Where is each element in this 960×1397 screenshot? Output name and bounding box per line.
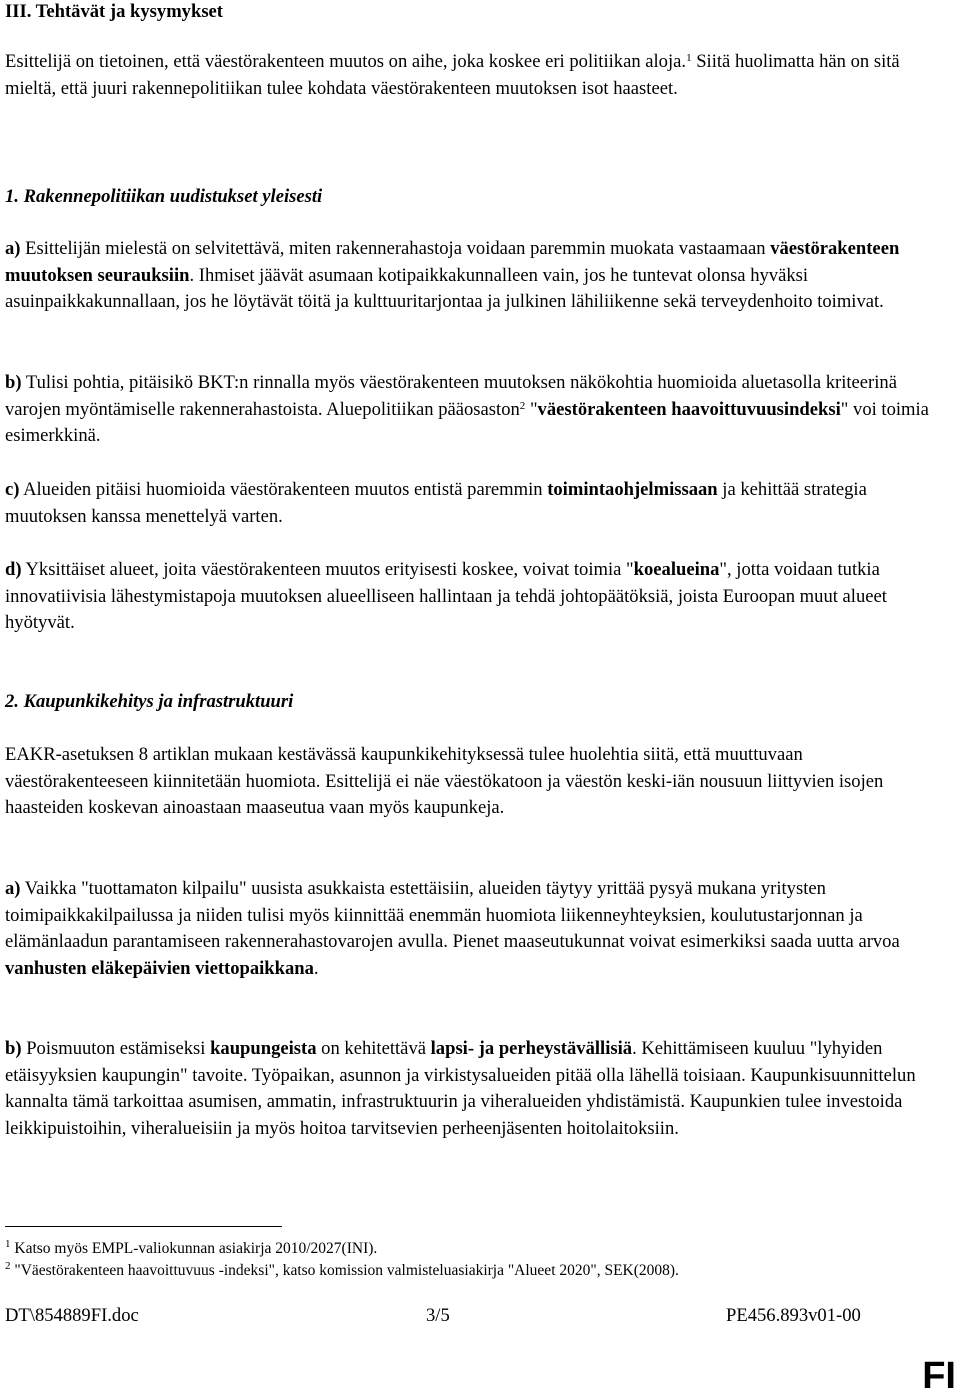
item-label: a) — [5, 878, 21, 899]
intro-paragraph — [5, 49, 940, 102]
item-text: on kehitettävä — [316, 1038, 431, 1059]
s1-item-d — [5, 557, 940, 637]
item-bold-text: toimintaohjelmissaan — [547, 479, 718, 500]
item-bold-text: väestörakenteen haavoittuvuusindeksi — [537, 398, 841, 420]
item-bold-text: koealueina — [633, 559, 720, 580]
s1-item-b — [5, 370, 940, 450]
item-text: Poismuuton estämiseksi — [21, 1038, 211, 1059]
language-code: FI — [922, 1355, 956, 1397]
item-label: d) — [5, 559, 22, 580]
section-heading: III. Tehtävät ja kysymykset — [5, 1, 223, 22]
item-text: Esittelijän mielestä on selvitettävä, miten rakennerahastoja voidaan paremmin muokata vastaamaan — [20, 238, 771, 259]
item-text: ja kehittää strategia muutoksen kanssa menettelyä varten. — [5, 479, 867, 527]
item-text: Alueiden pitäisi huomioida väestörakenteen muutos entistä paremmin — [19, 479, 548, 500]
footnote-number: 2 — [5, 1259, 11, 1272]
item-text: Tulisi pohtia, pitäisikö BKT:n rinnalla myös väestörakenteen muutoksen näkökohtia huomioida aluetasolla kriteerinä varojen myöntämiselle rakennerahastoista. Aluepolitiikan pääosaston — [5, 372, 897, 420]
item-text: " — [525, 398, 538, 420]
item-text: ", jotta voidaan tutkia innovatiivisia lähestymistapoja muutoksen alueelliseen hallintaan ja tehdä johtopäätöksiä, joista Euroopan muut alueet hyötyvät. — [5, 559, 887, 633]
item-label: b) — [5, 1038, 22, 1059]
footer-page-number: 3/5 — [426, 1305, 450, 1326]
footnote-2 — [5, 1260, 940, 1282]
item-text: Vaikka "tuottamaton kilpailu" uusista asukkaista estettäisiin, alueiden täytyy yrittää pysyä mukana yritysten toimipaikkakilpailussa ja niiden tulisi myös kiinnittää enemmän huomiota liikenneyhteyksien, koulutustarjonnan ja elämänlaadun parantamiseen rakennerahastovarojen avulla. Pienet maaseutukunnat voivat esimerkiksi saada uutta arvoa — [5, 878, 900, 952]
s2-intro-paragraph: EAKR-asetuksen 8 artiklan mukaan kestävässä kaupunkikehityksessä tulee huolehtia siitä, että muuttuvaan väestörakenteeseen kiinnitetään huomiota. Esittelijä ei näe väestökatoon ja väestön keski-iän nousuun liittyvien isojen haasteiden koskevan ainoastaan maaseutua vaan myös kaupunkeja. — [5, 744, 884, 818]
item-bold-text: väestörakenteen muutoksen seurauksiin — [5, 238, 900, 286]
item-bold-text: vanhusten eläkepäivien viettopaikkana — [5, 957, 314, 979]
section-1-heading: 1. Rakennepolitiikan uudistukset yleisesti — [5, 186, 323, 207]
intro-text-2: Siitä huolimatta hän on sitä mieltä, että juuri rakennepolitiikan tulee kohdata väestörakenteen muutoksen isot haasteet. — [5, 51, 900, 99]
item-bold-text: kaupungeista — [210, 1038, 317, 1059]
s1-item-a — [5, 236, 940, 316]
item-text: Yksittäiset alueet, joita väestörakenteen muutos erityisesti koskee, voivat toimia " — [21, 559, 634, 580]
item-text: . — [313, 957, 319, 979]
item-label: b) — [5, 372, 22, 393]
item-label: c) — [5, 479, 20, 500]
footer-pe-ref: PE456.893v01-00 — [726, 1305, 861, 1326]
s2-item-b — [5, 1036, 940, 1142]
item-bold-text: lapsi- ja perheystävällisiä — [430, 1038, 633, 1059]
footnote-divider — [5, 1226, 282, 1227]
item-text: . Kehittämiseen kuuluu "lyhyiden etäisyyksien kaupungin" tavoite. Työpaikan, asunnon ja virkistysalueiden pitää olla lähellä toisiaan. Kaupunkisuunnittelun kannalta tämä tarkoittaa asumisen, ammatin, infrastruktuurin ja viheralueiden yhdistämistä. Kaupunkien tulee investoida leikkipuistoihin, viheralueisiin ja myös hoitoa tarvitsevien perheenjäsenten hoitolaitoksiin. — [5, 1038, 916, 1139]
footnote-number: 1 — [5, 1237, 11, 1250]
item-text: " voi toimia esimerkkinä. — [5, 398, 929, 446]
item-label: a) — [5, 238, 21, 259]
s1-item-c — [5, 477, 940, 530]
footnote-ref-1[interactable]: 1 — [686, 51, 692, 64]
footnote-1 — [5, 1238, 940, 1260]
item-text: . Ihmiset jäävät asumaan kotipaikkakunnalleen vain, jos he tuntevat olonsa hyväksi asuinpaikkakunnallaan, jos he löytävät töitä ja kulttuuritarjontaa ja julkinen lähiliikenne sekä terveydenhoito toimivat. — [5, 264, 884, 312]
s2-item-a — [5, 876, 940, 982]
footnote-text: Katso myös EMPL-valiokunnan asiakirja 2010/2027(INI). — [10, 1240, 378, 1257]
intro-text-1: Esittelijä on tietoinen, että väestörakenteen muutos on aihe, joka koskee eri politiikan aloja. — [5, 51, 687, 72]
footnote-text: "Väestörakenteen haavoittuvuus -indeksi", katso komission valmisteluasiakirja "Alueet 2020", SEK(2008). — [10, 1262, 679, 1279]
section-2-heading: 2. Kaupunkikehitys ja infrastruktuuri — [5, 691, 294, 712]
footer-doc-ref: DT\854889FI.doc — [5, 1305, 139, 1326]
footnote-ref-2[interactable]: 2 — [519, 399, 526, 412]
